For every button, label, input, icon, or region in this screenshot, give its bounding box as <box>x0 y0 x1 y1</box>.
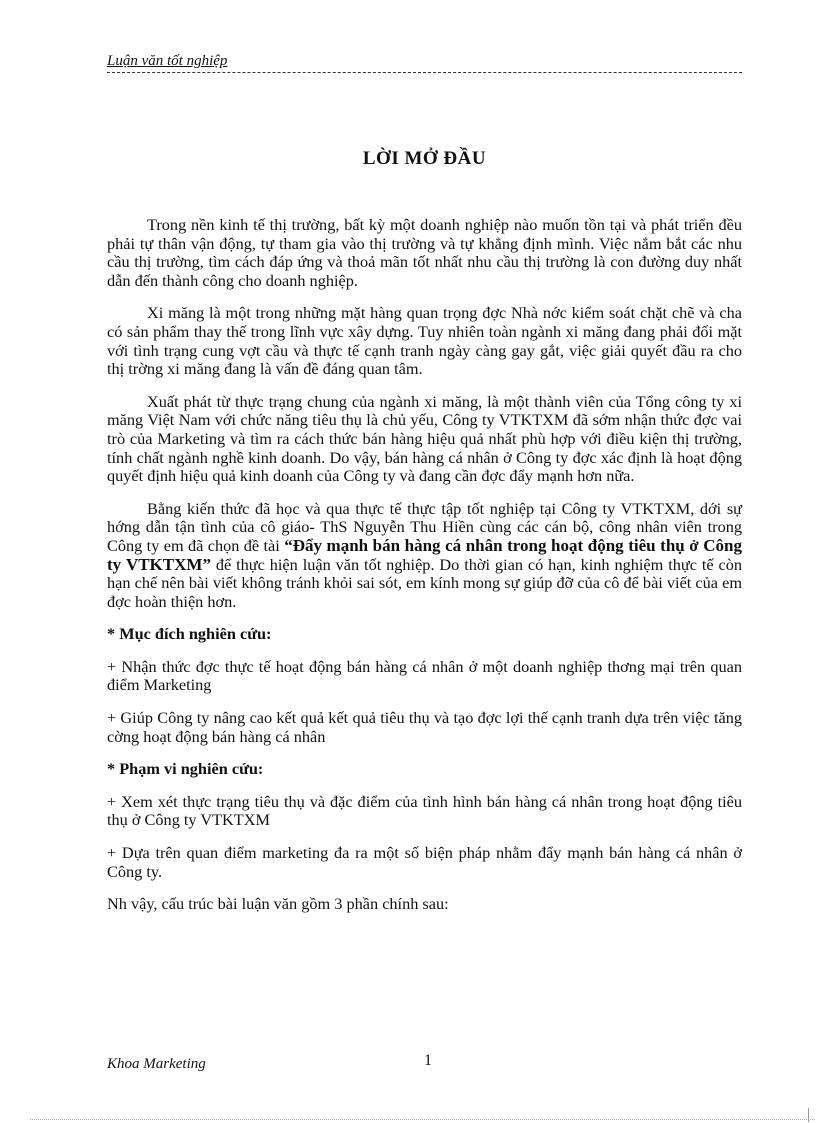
paragraph-1: Trong nền kinh tế thị trường, bất kỳ một doanh nghiệp nào muốn tồn tại và phát triển đều phải tự thân vận động, tự tham gia vào thị trường và tự khẳng định mình. Việc nắm bắt các nhu cầu thị trường, tìm cách đáp ứng và thoả mãn tốt nhất nhu cầu thị trường là con đường duy nhất dẫn đến thành công cho doanh nghiệp. <box>107 215 742 290</box>
paragraph-4-intro: Bằng kiến thức đã học và qua thực tế thực tập tốt nghiệp tại Công ty VTKTXM, dới sự hớng dẫn tận tình của cô giáo- ThS Nguyễn Thu Hiền cùng các cán bộ, công nhân viên trong Công ty em đã chọn đề tài <box>107 498 742 555</box>
objective-item-2: + Giúp Công ty nâng cao kết quả kết quả tiêu thụ và tạo đợc lợi thế cạnh tranh dựa trên việc tăng cờng hoạt động bán hàng cá nhân <box>107 708 742 746</box>
scope-item-1: + Xem xét thực trạng tiêu thụ và đặc điểm của tình hình bán hàng cá nhân trong hoạt động tiêu thụ ở Công ty VTKTXM <box>107 791 742 830</box>
header-text: Luận văn tốt nghiệp <box>107 53 228 69</box>
running-header <box>107 52 742 73</box>
corner-mark <box>808 1108 809 1122</box>
page-footer <box>107 1052 742 1074</box>
document-title: LỜI MỞ ĐẦU <box>362 148 487 169</box>
paragraph-4-rest: để thực hiện luận văn tốt nghiệp. Do thời gian có hạn, kinh nghiệm thực tế còn hạn chế nên bài viết không tránh khỏi sai sót, em kính mong sự giúp đỡ của cô để bài viết của em đợc hoàn thiện hơn. <box>107 554 743 611</box>
paragraph-2: Xi măng là một trong những mặt hàng quan trọng đợc Nhà nớc kiểm soát chặt chẽ và cha có sản phẩm thay thế trong lĩnh vực xây dựng. Tuy nhiên toàn ngành xi măng đang phải đối mặt với tình trạng cung vợt cầu và thực tế cạnh tranh ngày càng gay gắt, việc giải quyết đầu ra cho thị trờng xi măng đang là vấn đề đáng quan tâm. <box>107 303 742 379</box>
objective-item-1: + Nhận thức đợc thực tế hoạt động bán hàng cá nhân ở một doanh nghiệp thơng mại trên quan điểm Marketing <box>107 656 742 695</box>
paragraph-3: Xuất phát từ thực trạng chung của ngành xi măng, là một thành viên của Tổng công ty xi măng Việt Nam với chức năng tiêu thụ là chủ yếu, Công ty VTKTXM đã sớm nhận thức đợc vai trò của Marketing và tìm ra cách thức bán hàng hiệu quả nhất phù hợp với điều kiện thị trường, tính chất ngành nghề kinh doanh. Do vậy, bán hàng cá nhân ở Công ty đợc xác định là hoạt động quyết định hiệu quả kinh doanh của Công ty và đang cần đợc đẩy mạnh hơn nữa. <box>107 391 742 486</box>
footer-department: Khoa Marketing <box>107 1056 206 1072</box>
scope-heading: * Phạm vi nghiên cứu: <box>107 759 264 779</box>
objectives-heading: * Mục đích nghiên cứu: <box>107 624 272 644</box>
paragraph-4 <box>107 500 742 612</box>
bottom-divider <box>30 1119 815 1120</box>
scope-item-2: + Dựa trên quan điểm marketing đa ra một số biện pháp nhằm đẩy mạnh bán hàng cá nhân ở Công ty. <box>107 843 742 881</box>
document-body <box>107 216 742 928</box>
closing-paragraph: Nh vậy, cấu trúc bài luận văn gồm 3 phần chính sau: <box>107 894 449 914</box>
thesis-topic: “Đẩy mạnh bán hàng cá nhân trong hoạt động tiêu thụ ở Công ty VTKTXM” <box>107 535 743 574</box>
page-number: 1 <box>424 1052 432 1069</box>
